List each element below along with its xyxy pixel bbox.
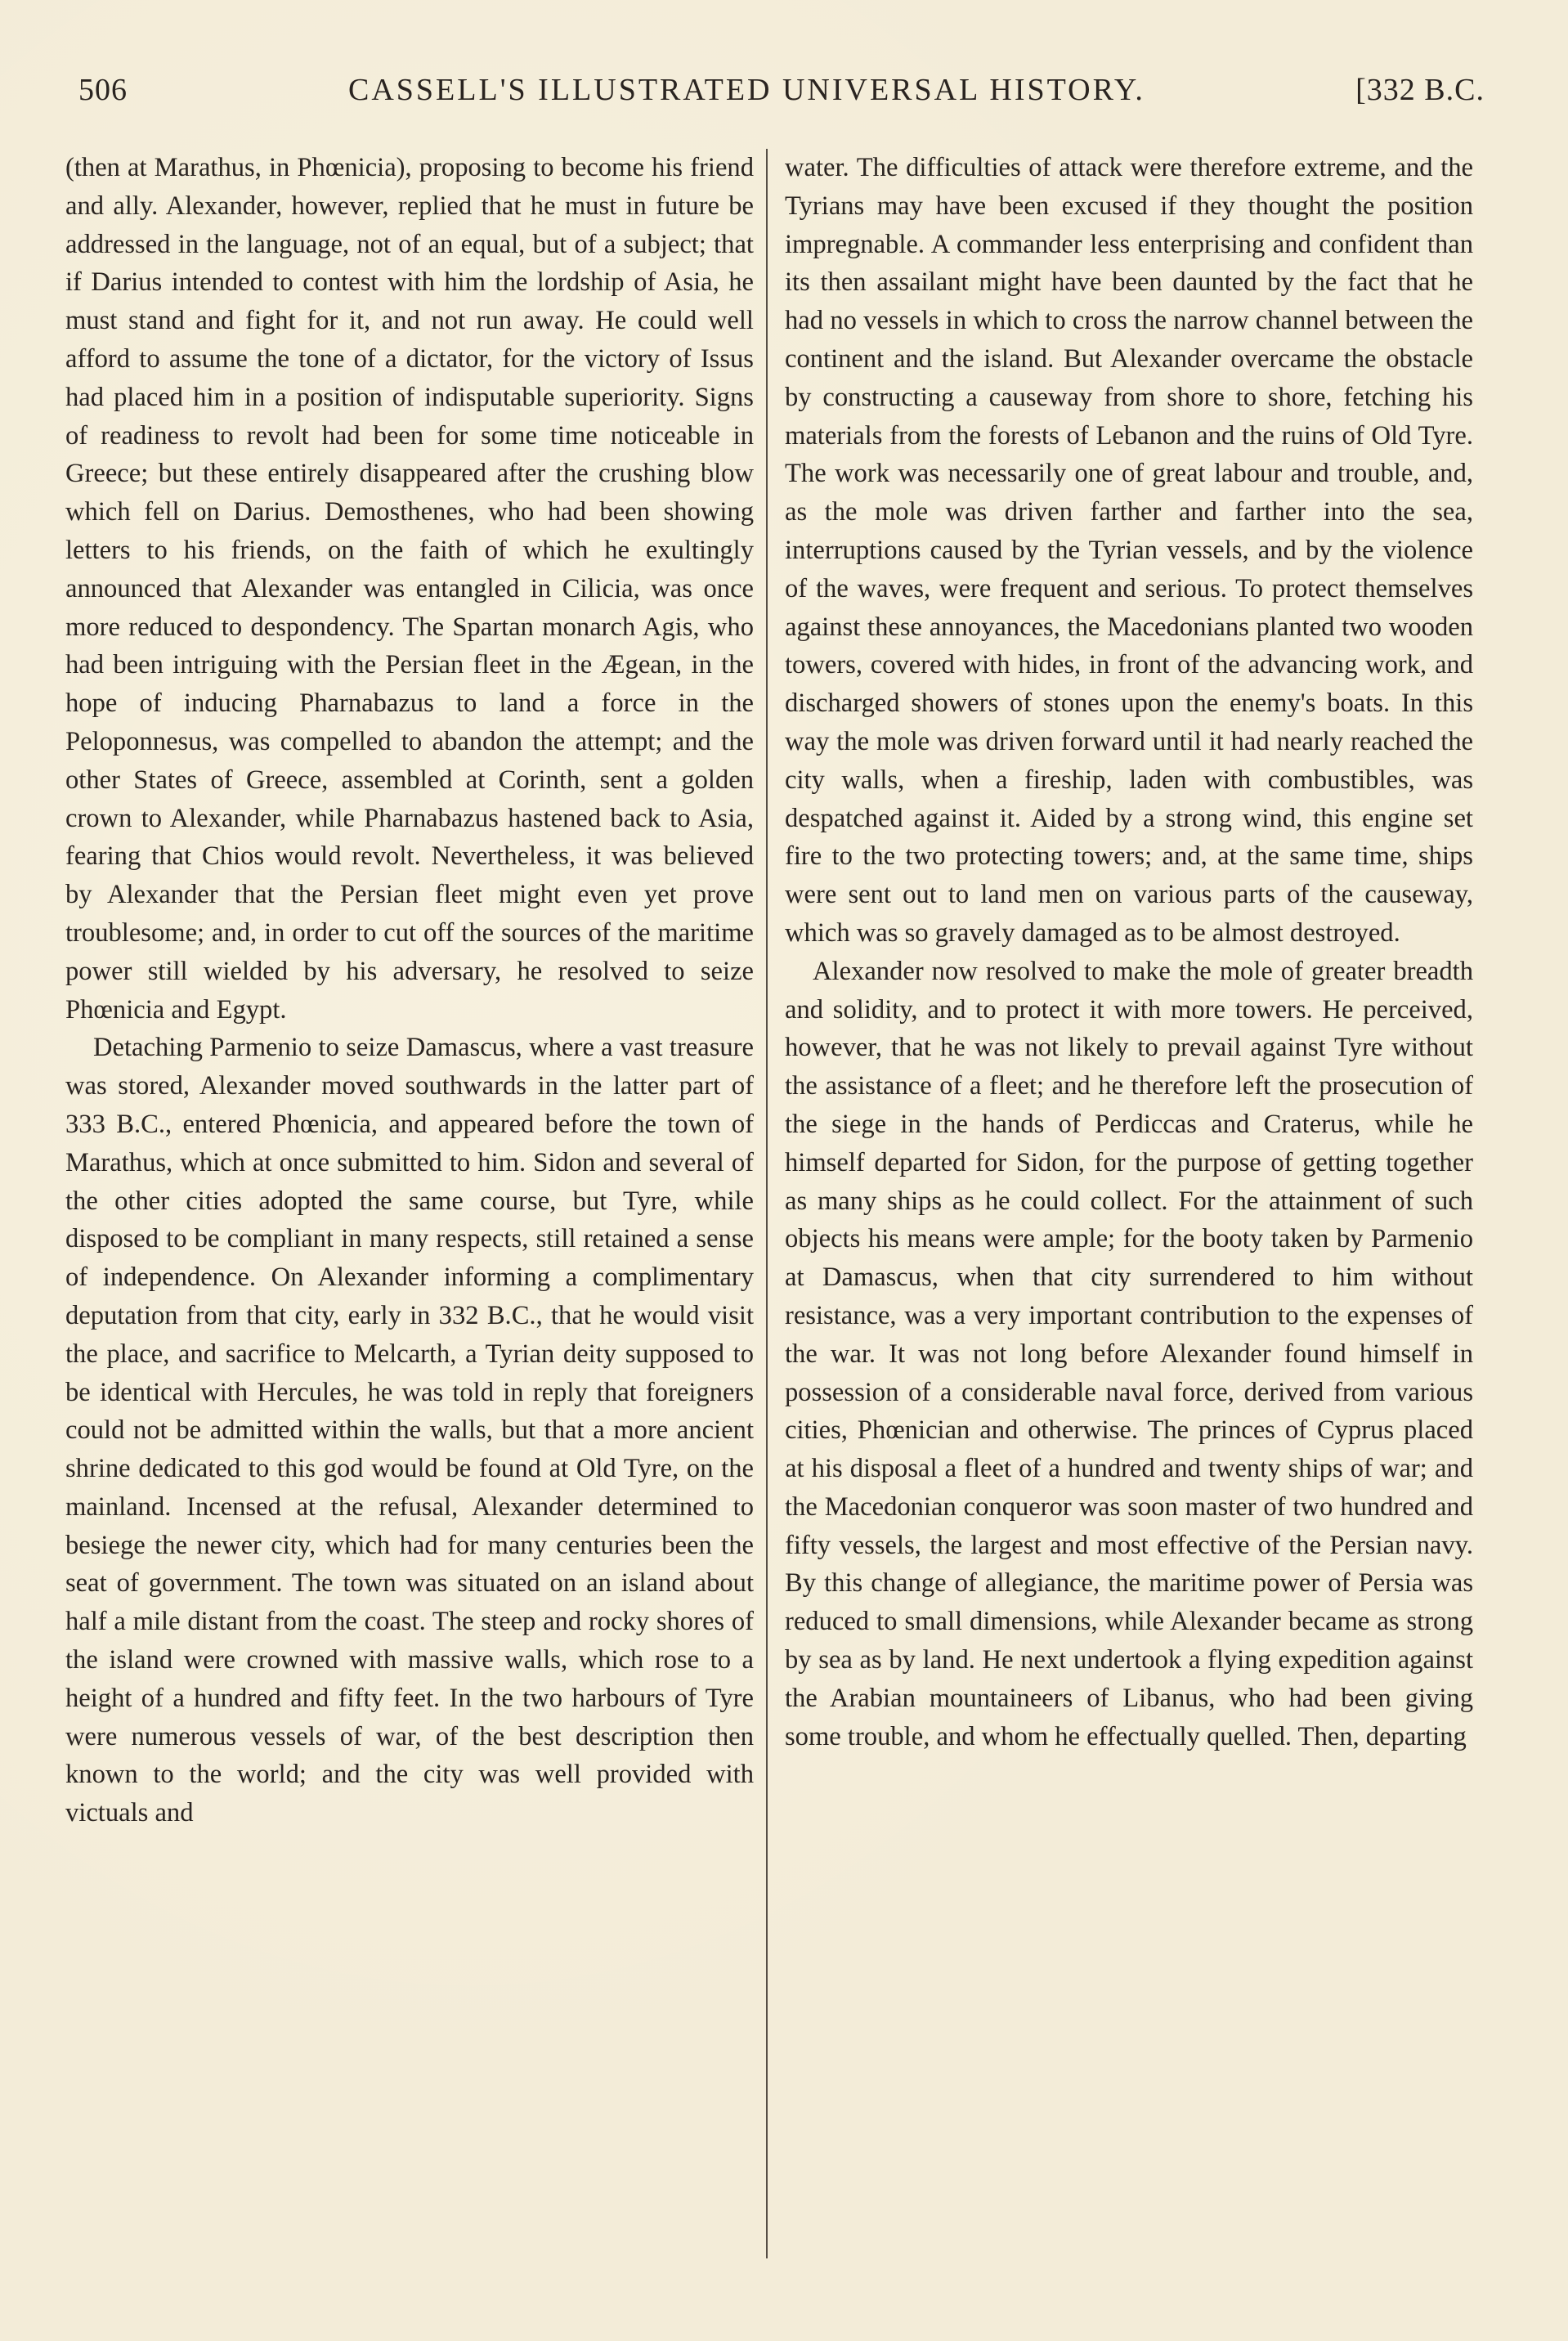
date-range: [332 B.C. [1355,73,1485,107]
paragraph: (then at Marathus, in Phœnicia), proposing to become his friend and ally. Alexander, however, replied that he must in future be addressed in the language, not of an equal, but of a subject; that if Darius intended to contest with him the lordship of Asia, he must stand and fight for it, and not run away. He could well afford to assume the tone of a dictator, for the victory of Issus had placed him in a position of indisputable superiority. Signs of readiness to revolt had been for some time noticeable in Greece; but these entirely disappeared after the crushing blow which fell on Darius. Demosthenes, who had been showing letters to his friends, on the faith of which he exultingly announced that Alexander was entangled in Cilicia, was once more reduced to despondency. The Spartan monarch Agis, who had been intriguing with the Persian fleet in the Ægean, in the hope of inducing Pharnabazus to land a force in the Peloponnesus, was compelled to abandon the attempt; and the other States of Greece, assembled at Corinth, sent a golden crown to Alexander, while Pharnabazus hastened back to Asia, fearing that Chios would revolt. Nevertheless, it was believed by Alexander that the Persian fleet might even yet prove troublesome; and, in order to cut off the sources of the maritime power still wielded by his adversary, he resolved to seize Phœnicia and Egypt. [65,153,754,1025]
column-divider [766,149,768,2258]
running-title: CASSELL'S ILLUSTRATED UNIVERSAL HISTORY. [348,73,1145,107]
paragraph: Detaching Parmenio to seize Damascus, where a vast treasure was stored, Alexander moved southwards in the latter part of 333 B.C., entered Phœnicia, and appeared before the town of Marathus, which at once submitted to him. Sidon and several of the other cities adopted the same course, but Tyre, while disposed to be compliant in many respects, still retained a sense of independence. On Alexander informing a complimentary deputation from that city, early in 332 B.C., that he would visit the place, and sacrifice to Melcarth, a Tyrian deity supposed to be identical with Hercules, he was told in reply that foreigners could not be admitted within the walls, but that a more ancient shrine dedicated to this god would be found at Old Tyre, on the mainland. Incensed at the refusal, Alexander determined to besiege the newer city, which had for many centuries been the seat of government. The town was situated on an island about half a mile distant from the coast. The steep and rocky shores of the island were crowned with massive walls, which rose to a height of a hundred and fifty feet. In the two harbours of Tyre were numerous vessels of war, of the best description then known to the world; and the city was well provided with victuals and [65,1033,754,1828]
left-column [65,149,754,1832]
paragraph: Alexander now resolved to make the mole of greater breadth and solidity, and to protect it with more towers. He perceived, however, that he was not likely to prevail against Tyre without the assistance of a fleet; and he therefore left the prosecution of the siege in the hands of Perdiccas and Craterus, while he himself departed for Sidon, for the purpose of getting together as many ships as he could collect. For the attainment of such objects his means were ample; for the booty taken by Parmenio at Damascus, when that city surrendered to him without resistance, was a very important contribution to the expenses of the war. It was not long before Alexander found himself in possession of a considerable naval force, derived from various cities, Phœnician and otherwise. The princes of Cyprus placed at his disposal a fleet of a hundred and twenty ships of war; and the Macedonian conqueror was soon master of two hundred and fifty vessels, the largest and most effective of the Persian navy. By this change of allegiance, the maritime power of Persia was reduced to small dimensions, while Alexander became as strong by sea as by land. He next undertook a flying expedition against the Arabian mountaineers of Libanus, who had been giving some trouble, and whom he effectually quelled. Then, departing [785,956,1473,1751]
right-column [785,149,1473,1756]
running-head [78,72,1485,118]
page-number: 506 [78,73,128,107]
paragraph: water. The difficulties of attack were therefore extreme, and the Tyrians may have been excused if they thought the position impregnable. A commander less enterprising and confident than its then assailant might have been daunted by the fact that he had no vessels in which to cross the narrow channel between the continent and the island. But Alexander overcame the obstacle by constructing a causeway from shore to shore, fetching his materials from the forests of Lebanon and the ruins of Old Tyre. The work was necessarily one of great labour and trouble, and, as the mole was driven farther and farther into the sea, interruptions caused by the Tyrian vessels, and by the violence of the waves, were frequent and serious. To protect themselves against these annoyances, the Macedonians planted two wooden towers, covered with hides, in front of the advancing work, and discharged showers of stones upon the enemy's boats. In this way the mole was driven forward until it had nearly reached the city walls, when a fireship, laden with combustibles, was despatched against it. Aided by a strong wind, this engine set fire to the two protecting towers; and, at the same time, ships were sent out to land men on various parts of the causeway, which was so gravely damaged as to be almost destroyed. [785,153,1473,948]
